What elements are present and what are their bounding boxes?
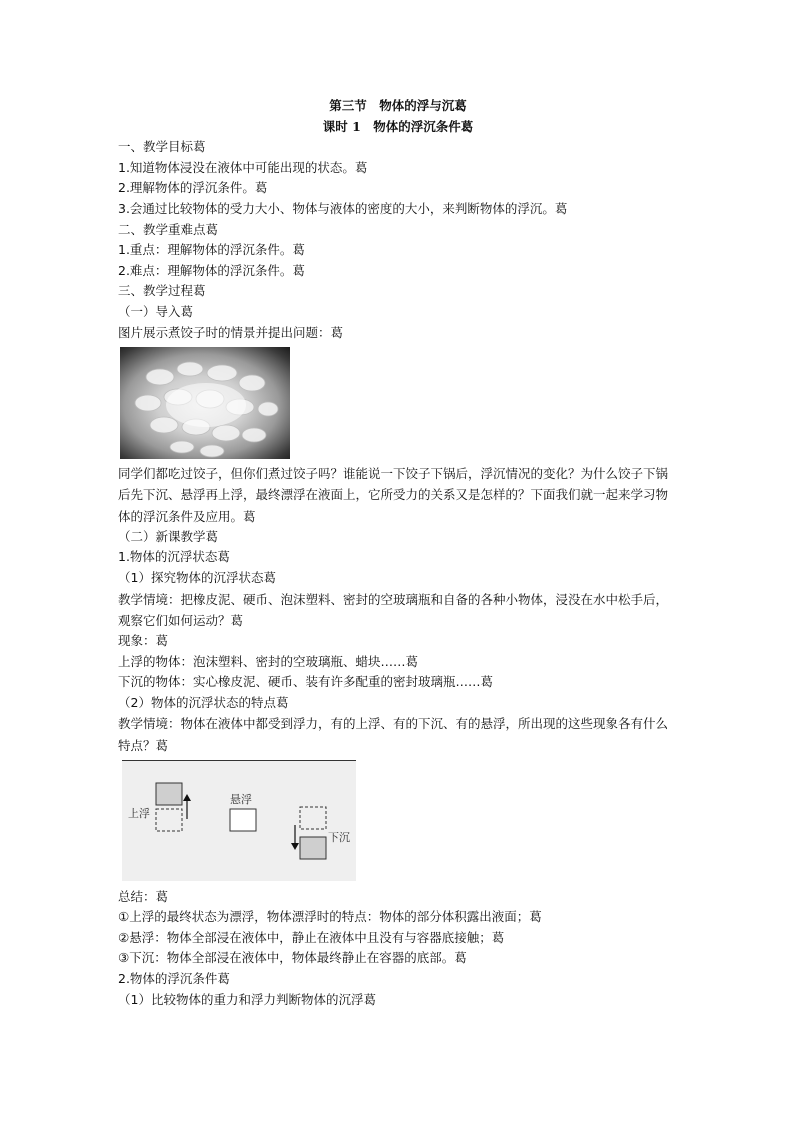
sinking-objects: 下沉的物体：实心橡皮泥、硬币、装有许多配重的密封玻璃瓶……葛 — [118, 674, 494, 690]
summary-float: ①上浮的最终状态为漂浮，物体漂浮时的特点：物体的部分体积露出液面；葛 — [118, 909, 542, 925]
intro-prompt: 图片展示煮饺子时的情景并提出问题：葛 — [118, 324, 344, 340]
sinking-block-start — [300, 807, 326, 829]
label-suspended: 悬浮 — [230, 792, 252, 806]
situation-1-paragraph: 教学情境：把橡皮泥、硬币、泡沫塑料、密封的空玻璃瓶和自备的各种小物体，浸没在水中松手后，观察它们如何运动？葛 — [118, 591, 669, 628]
document-page — [118, 96, 678, 1010]
lesson-subtitle: 课时 1 物体的浮沉条件葛 — [322, 118, 474, 134]
heading-key-points: 二、教学重难点葛 — [118, 221, 219, 237]
objective-2: 2.理解物体的浮沉条件。葛 — [118, 180, 268, 196]
summary-heading: 总结：葛 — [118, 888, 169, 904]
heading-state-features: （2）物体的沉浮状态的特点葛 — [118, 694, 289, 710]
up-arrow-icon — [183, 794, 191, 801]
down-arrow-icon — [291, 843, 299, 850]
section-title: 第三节 物体的浮与沉葛 — [329, 98, 467, 113]
heading-compare-forces: （1）比较物体的重力和浮力判断物体的沉浮葛 — [118, 991, 376, 1007]
float-sink-diagram — [122, 760, 356, 881]
heading-conditions: 2.物体的浮沉条件葛 — [118, 971, 230, 987]
heading-explore-states: （1）探究物体的沉浮状态葛 — [118, 569, 276, 585]
summary-sink: ③下沉：物体全部浸在液体中，物体最终静止在容器的底部。葛 — [118, 950, 467, 966]
difficult-point: 2.难点：理解物体的浮沉条件。葛 — [118, 262, 305, 278]
situation-2-paragraph: 教学情境：物体在液体中都受到浮力，有的上浮、有的下沉、有的悬浮，所出现的这些现象各有什么特点？葛 — [118, 716, 669, 753]
suspended-block — [230, 809, 256, 831]
heading-new-lesson: （二）新课教学葛 — [118, 528, 219, 544]
heading-states: 1.物体的沉浮状态葛 — [118, 549, 230, 565]
heading-objectives: 一、教学目标葛 — [118, 139, 206, 155]
intro-paragraph: 同学们都吃过饺子，但你们煮过饺子吗？谁能说一下饺子下锅后，浮沉情况的变化？为什么饺子下锅后先下沉、悬浮再上浮，最终漂浮在液面上，它所受力的关系又是怎样的？下面我们就一起来学习物体的浮沉条件及应用。葛 — [118, 466, 669, 524]
key-point: 1.重点：理解物体的浮沉条件。葛 — [118, 242, 305, 258]
summary-suspend: ②悬浮：物体全部浸在液体中，静止在液体中且没有与容器底接触；葛 — [118, 929, 505, 945]
dumplings-photo — [120, 347, 290, 459]
phenomenon-heading: 现象：葛 — [118, 632, 169, 648]
floating-objects: 上浮的物体：泡沫塑料、密封的空玻璃瓶、蜡块……葛 — [118, 653, 419, 669]
label-sinking: 下沉 — [328, 830, 350, 844]
rising-block-top — [156, 783, 182, 805]
objective-3: 3.会通过比较物体的受力大小、物体与液体的密度的大小，来判断物体的浮沉。葛 — [118, 200, 568, 216]
rising-block-start — [156, 809, 182, 831]
heading-process: 三、教学过程葛 — [118, 283, 206, 299]
objective-1: 1.知道物体浸没在液体中可能出现的状态。葛 — [118, 159, 368, 175]
label-rising: 上浮 — [128, 806, 150, 820]
sinking-block-bottom — [300, 837, 326, 859]
heading-intro: （一）导入葛 — [118, 303, 194, 319]
